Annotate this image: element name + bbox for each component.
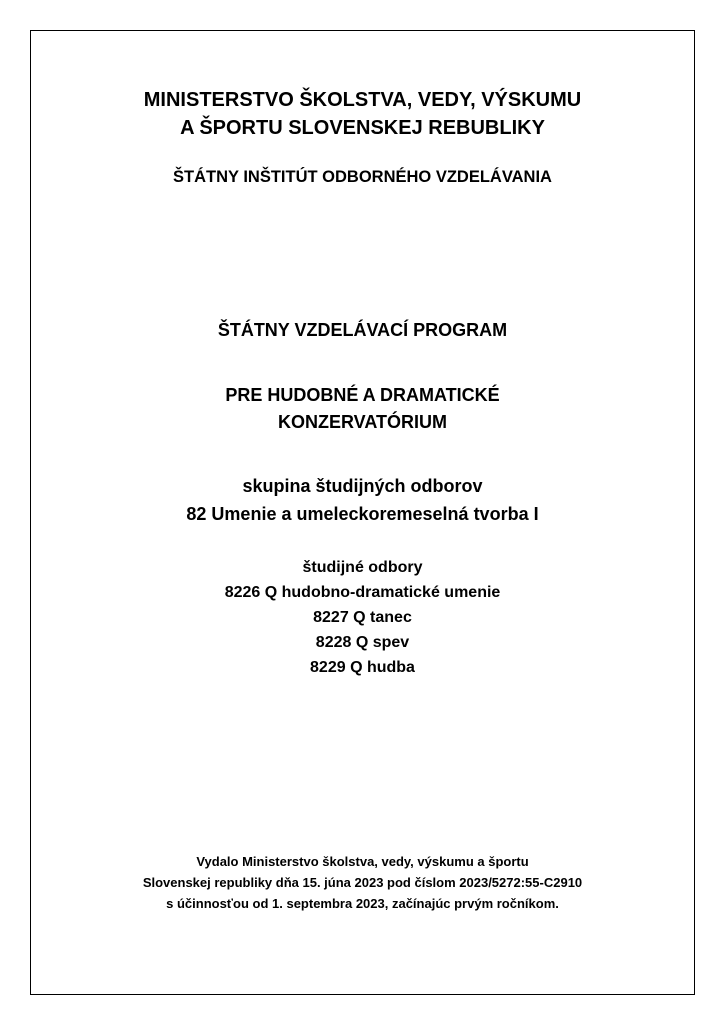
study-group-label: skupina študijných odborov <box>242 476 483 496</box>
issuance-note-line-2: Slovenskej republiky dňa 15. júna 2023 pod číslom 2023/5272:55-C2910 <box>142 875 583 890</box>
study-field-item: 8228 Q spev <box>315 634 410 651</box>
study-field-item: 8227 Q tanec <box>313 609 412 626</box>
institute-name: ŠTÁTNY INŠTITÚT ODBORNÉHO VZDELÁVANIA <box>173 168 552 186</box>
study-field-item: 8226 Q hudobno-dramatické umenie <box>224 584 501 601</box>
issuance-note-line-1: Vydalo Ministerstvo školstva, vedy, výskumu a športu <box>196 854 529 869</box>
study-group-name: 82 Umenie a umeleckoremeselná tvorba I <box>186 504 539 524</box>
ministry-name-line-1: MINISTERSTVO ŠKOLSTVA, VEDY, VÝSKUMU <box>143 89 582 111</box>
issuance-note-line-3: s účinnosťou od 1. septembra 2023, začínajúc prvým ročníkom. <box>166 896 559 911</box>
program-title: ŠTÁTNY VZDELÁVACÍ PROGRAM <box>217 320 508 340</box>
ministry-name-line-2: A ŠPORTU SLOVENSKEJ REBUBLIKY <box>180 117 545 139</box>
study-field-item: 8229 Q hudba <box>310 659 415 676</box>
program-subtitle-line-1: PRE HUDOBNÉ A DRAMATICKÉ <box>225 385 500 405</box>
program-subtitle-line-2: KONZERVATÓRIUM <box>278 412 447 432</box>
study-fields-label: študijné odbory <box>302 559 423 576</box>
